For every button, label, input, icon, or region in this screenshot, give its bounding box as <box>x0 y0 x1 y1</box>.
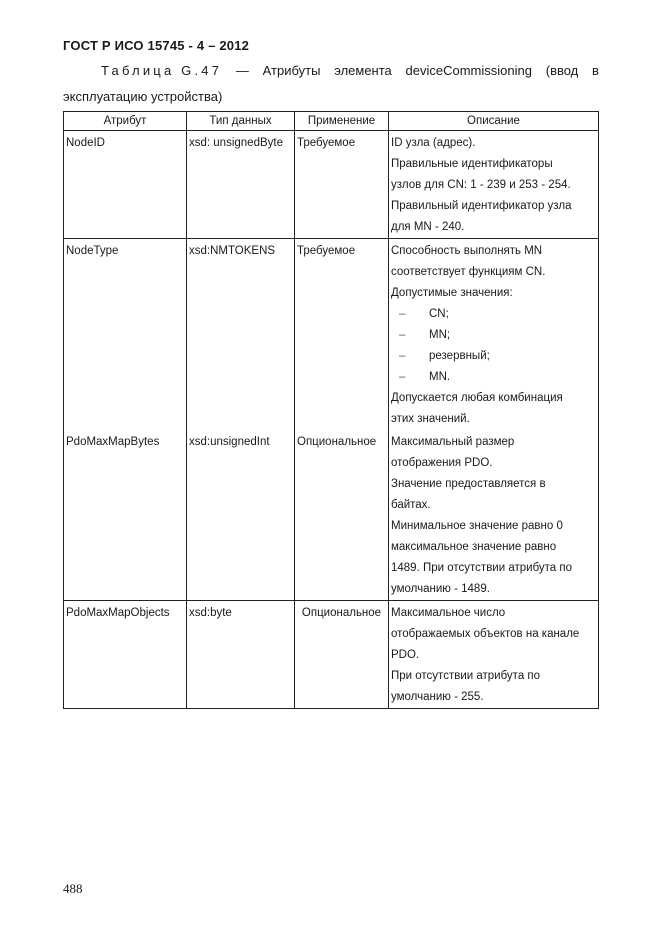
caption-word: Атрибуты <box>262 63 321 78</box>
cell-description <box>389 131 599 239</box>
header-usage: Применение <box>295 112 389 131</box>
cell-usage: Опциональное <box>295 430 389 601</box>
description-line: отображения PDO. <box>391 457 493 469</box>
cell-usage: Требуемое <box>295 239 389 431</box>
description-line: соответствует функциям CN. <box>391 266 546 278</box>
list-item-text: CN; <box>429 308 449 320</box>
list-item <box>391 346 596 367</box>
cell-usage: Требуемое <box>295 131 389 239</box>
dash-bullet: – <box>399 308 406 320</box>
header-attribute: Атрибут <box>64 112 187 131</box>
description-line: отображаемых объектов на канале <box>391 628 580 640</box>
list-item-text: резервный; <box>429 350 490 362</box>
caption-word: — <box>235 63 249 78</box>
description-line: Правильные идентификаторы <box>391 158 553 170</box>
description-line: Допускается любая комбинация <box>391 392 563 404</box>
list-item-text: MN; <box>429 329 451 341</box>
description-line: узлов для CN: 1 - 239 и 253 - 254. <box>391 179 571 191</box>
description-line: этих значений. <box>391 413 470 425</box>
attributes-table <box>63 111 599 709</box>
cell-description <box>389 239 599 431</box>
caption-word: элемента <box>334 63 392 78</box>
list-item <box>391 304 596 325</box>
table-row <box>64 430 599 601</box>
cell-description <box>389 601 599 709</box>
table-row <box>64 601 599 709</box>
caption-word: в <box>592 63 599 78</box>
cell-attribute: PdoMaxMapBytes <box>64 430 187 601</box>
description-line: максимальное значение равно <box>391 541 557 553</box>
description-line: 1489. При отсутствии атрибута по <box>391 562 573 574</box>
list-item-text: MN. <box>429 371 451 383</box>
standard-designation: ГОСТ Р ИСО 15745 - 4 – 2012 <box>63 38 250 53</box>
description-line: При отсутствии атрибута по <box>391 670 541 682</box>
cell-attribute: NodeID <box>64 131 187 239</box>
description-line: Способность выполнять MN <box>391 245 543 257</box>
description-line: Максимальный размер <box>391 436 515 448</box>
description-line: Максимальное число <box>391 607 506 619</box>
dash-bullet: – <box>399 350 406 362</box>
list-item <box>391 367 596 388</box>
table-caption-label: Таблица G.47 <box>101 63 223 78</box>
dash-bullet: – <box>399 329 406 341</box>
table-row <box>64 131 599 239</box>
cell-type: xsd:byte <box>187 601 295 709</box>
description-line: Значение предоставляется в <box>391 478 546 490</box>
cell-type: xsd: unsignedByte <box>187 131 295 239</box>
header-data-type: Тип данных <box>187 112 295 131</box>
table-header-row <box>64 112 599 131</box>
description-line: ID узла (адрес). <box>391 137 476 149</box>
cell-attribute: PdoMaxMapObjects <box>64 601 187 709</box>
page-number: 488 <box>63 881 83 896</box>
list-item <box>391 325 596 346</box>
cell-attribute: NodeType <box>64 239 187 431</box>
description-line: Допустимые значения: <box>391 287 513 299</box>
description-line: умолчанию - 255. <box>391 691 484 703</box>
table-caption-line1 <box>101 63 599 78</box>
dash-bullet: – <box>399 371 406 383</box>
description-line: Минимальное значение равно 0 <box>391 520 563 532</box>
cell-type: xsd:unsignedInt <box>187 430 295 601</box>
description-line: для MN - 240. <box>391 221 465 233</box>
cell-type: xsd:NMTOKENS <box>187 239 295 431</box>
cell-description <box>389 430 599 601</box>
description-line: PDO. <box>391 649 420 661</box>
caption-word: (ввод <box>545 63 579 78</box>
cell-usage: Опциональное <box>295 601 389 709</box>
caption-word: deviceCommissioning <box>405 63 532 78</box>
description-line: Правильный идентификатор узла <box>391 200 572 212</box>
description-line: байтах. <box>391 499 431 511</box>
table-row <box>64 239 599 431</box>
header-description: Описание <box>389 112 599 131</box>
description-line: умолчанию - 1489. <box>391 583 490 595</box>
table-caption-line2: эксплуатацию устройства) <box>63 89 223 104</box>
